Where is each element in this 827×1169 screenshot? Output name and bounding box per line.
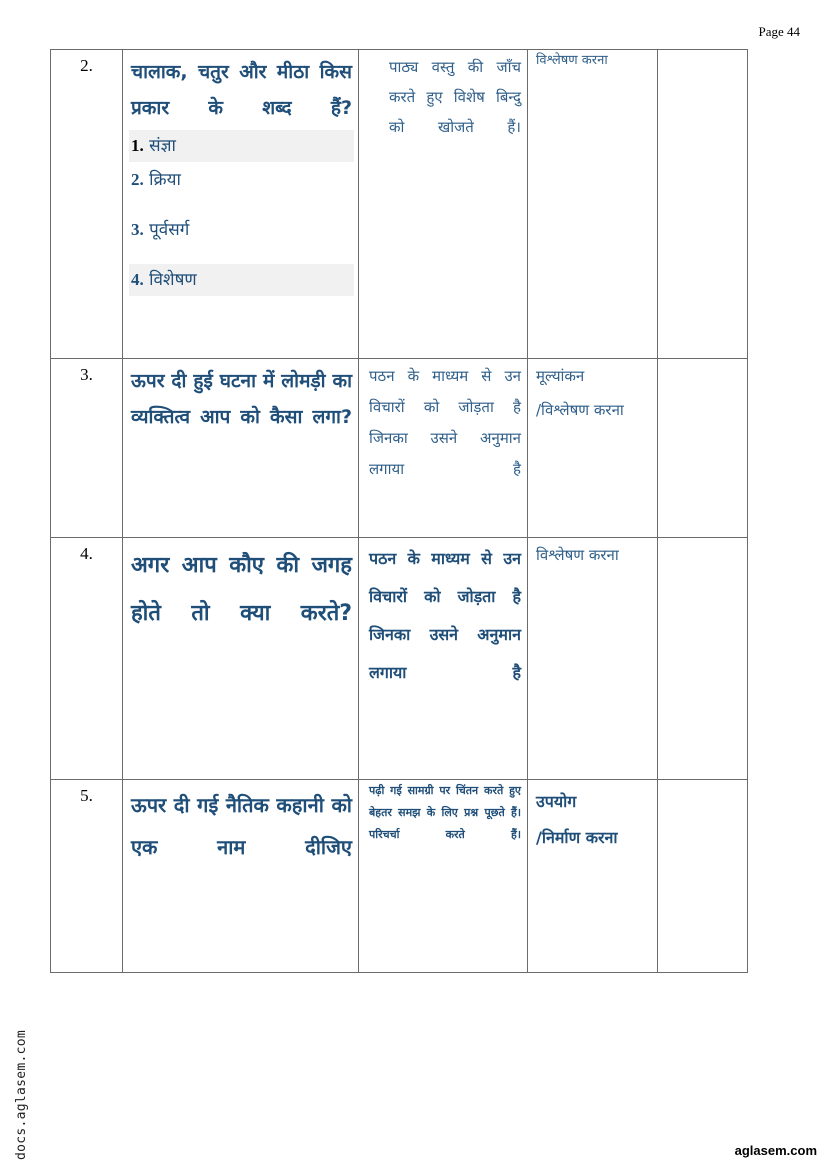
brand-footer: aglasem.com bbox=[734, 1143, 817, 1158]
question-cell bbox=[123, 359, 359, 538]
option-item: 4. विशेषण bbox=[129, 264, 354, 296]
skill-cell bbox=[528, 538, 658, 780]
objective-text: पठन के माध्यम से उन विचारों को जोड़ता है जिनका उसने अनुमान लगाया है bbox=[369, 549, 521, 682]
table-row bbox=[51, 780, 748, 973]
skill-text-line2: /निर्माण करना bbox=[536, 828, 618, 847]
table-row bbox=[51, 50, 748, 359]
skill-text: विश्लेषण करना bbox=[536, 546, 619, 564]
row-number: 3. bbox=[51, 359, 123, 538]
table-row bbox=[51, 538, 748, 780]
skill-cell bbox=[528, 50, 658, 359]
objective-text: पाठ्य वस्तु की जाँच करते हुए विशेष बिन्दु को खोजते हैं। bbox=[389, 58, 521, 136]
option-item: 1. संज्ञा bbox=[129, 130, 354, 162]
table-row bbox=[51, 359, 748, 538]
question-cell bbox=[123, 538, 359, 780]
empty-cell bbox=[658, 359, 748, 538]
question-text: चालाक, चतुर और मीठा किस प्रकार के शब्द हैं? bbox=[131, 61, 352, 119]
skill-cell bbox=[528, 780, 658, 973]
side-watermark bbox=[14, 1000, 34, 1160]
watermark-text: docs.aglasem.com bbox=[14, 1029, 29, 1160]
skill-text-line1: मूल्यांकन bbox=[536, 367, 585, 385]
objective-cell bbox=[359, 780, 528, 973]
option-item: 3. पूर्वसर्ग bbox=[131, 220, 190, 240]
question-text: अगर आप कौए की जगह होते तो क्या करते? bbox=[131, 553, 352, 626]
skill-text: विश्लेषण करना bbox=[536, 53, 608, 68]
skill-text-line1: उपयोग bbox=[536, 792, 577, 811]
objective-cell bbox=[359, 50, 528, 359]
page-number: Page 44 bbox=[758, 24, 800, 39]
skill-cell bbox=[528, 359, 658, 538]
objective-text: पठन के माध्यम से उन विचारों को जोड़ता है जिनका उसने अनुमान लगाया है bbox=[369, 367, 521, 478]
objective-cell bbox=[359, 538, 528, 780]
question-cell bbox=[123, 780, 359, 973]
question-table bbox=[50, 49, 748, 973]
objective-cell bbox=[359, 359, 528, 538]
options-list bbox=[123, 130, 358, 296]
row-number: 4. bbox=[51, 538, 123, 780]
skill-text-line2: /विश्लेषण करना bbox=[536, 401, 624, 419]
empty-cell bbox=[658, 538, 748, 780]
row-number: 5. bbox=[51, 780, 123, 973]
row-number: 2. bbox=[51, 50, 123, 359]
empty-cell bbox=[658, 780, 748, 973]
option-item: 2. क्रिया bbox=[131, 170, 181, 190]
empty-cell bbox=[658, 50, 748, 359]
question-cell bbox=[123, 50, 359, 359]
question-text: ऊपर दी हुई घटना में लोमड़ी का व्यक्तित्व आप को कैसा लगा? bbox=[131, 370, 352, 428]
question-text: ऊपर दी गई नैतिक कहानी को एक नाम दीजिए bbox=[131, 793, 352, 859]
objective-text: पढ़ी गई सामग्री पर चिंतन करते हुए बेहतर समझ के लिए प्रश्न पूछते हैं। परिचर्चा करते हैं। bbox=[369, 784, 521, 841]
